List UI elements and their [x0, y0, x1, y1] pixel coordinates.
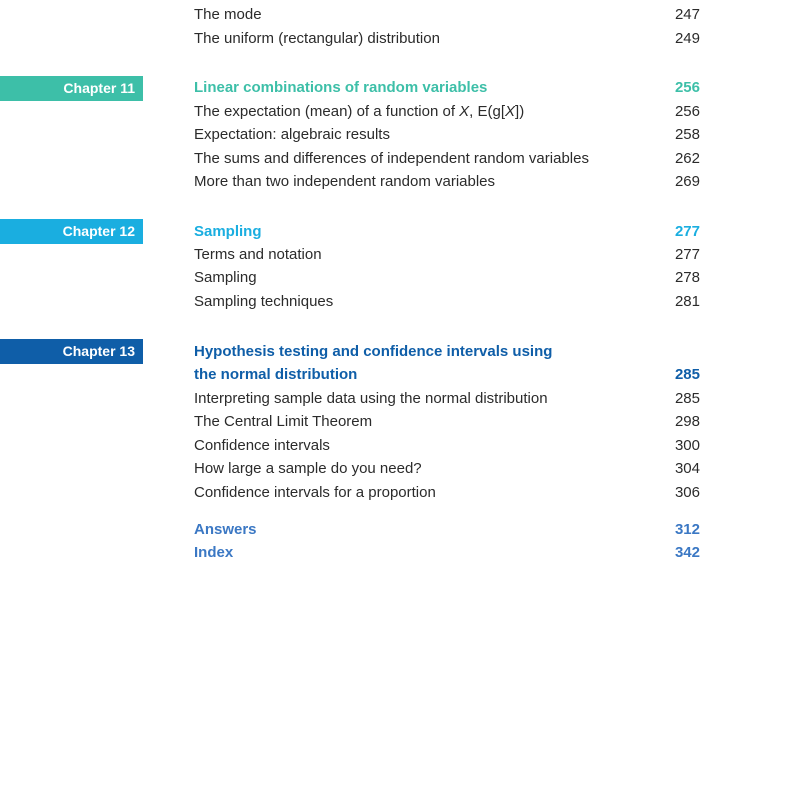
toc-entry-title-text: , E(g[	[469, 103, 506, 120]
toc-entry-title-text: ])	[515, 103, 525, 120]
chapter-12-label: Chapter 12	[0, 219, 143, 244]
toc-entry-page: 298	[674, 413, 700, 430]
toc-entry-page: 269	[674, 173, 700, 190]
chapter-12-page: 277	[674, 223, 700, 240]
toc-entry-title: Interpreting sample data using the normal distribution	[194, 390, 548, 407]
toc-entry	[194, 149, 700, 169]
chapter-13-label: Chapter 13	[0, 339, 143, 364]
toc-entry-title: The sums and differences of independent random variables	[194, 150, 589, 167]
chapter-12-title: Sampling	[194, 223, 262, 240]
chapter-11-label: Chapter 11	[0, 76, 143, 101]
answers-title: Answers	[194, 521, 257, 538]
chapter-11-page: 256	[674, 79, 700, 96]
toc-entry-page: 306	[674, 484, 700, 501]
toc-entry-title: Expectation: algebraic results	[194, 126, 390, 143]
toc-entry-title: The uniform (rectangular) distribution	[194, 30, 440, 47]
toc-entry-page: 285	[674, 390, 700, 407]
index-title: Index	[194, 544, 234, 561]
toc-entry	[194, 5, 700, 25]
variable-x: X	[505, 103, 516, 120]
toc-entry	[194, 172, 700, 192]
toc-entry	[194, 459, 700, 479]
toc-entry-title: Confidence intervals	[194, 437, 330, 454]
toc-entry	[194, 483, 700, 503]
toc-entry-title: How large a sample do you need?	[194, 460, 422, 477]
chapter-13-heading-line2	[194, 365, 700, 385]
toc-entry-page: 258	[674, 126, 700, 143]
toc-entry	[194, 245, 700, 265]
chapter-12-heading	[194, 222, 700, 242]
toc-entry	[194, 268, 700, 288]
chapter-11-heading	[194, 78, 700, 98]
chapter-13-title-line1: Hypothesis testing and confidence intervals using	[194, 343, 553, 360]
toc-entry	[194, 29, 700, 49]
toc-entry-title	[194, 102, 524, 122]
toc-index	[194, 543, 700, 563]
index-page: 342	[674, 544, 700, 561]
toc-entry	[194, 412, 700, 432]
toc-entry-title: The mode	[194, 6, 262, 23]
chapter-13-title-line2: the normal distribution	[194, 366, 358, 383]
toc-entry-page: 281	[674, 293, 700, 310]
toc-entry-page: 304	[674, 460, 700, 477]
variable-x: X	[459, 103, 470, 120]
toc-entry-page: 300	[674, 437, 700, 454]
toc-entry-title: Confidence intervals for a proportion	[194, 484, 436, 501]
toc-entry	[194, 102, 700, 122]
toc-entry-title: Sampling techniques	[194, 293, 334, 310]
toc-entry-title: Sampling	[194, 269, 257, 286]
toc-entry	[194, 436, 700, 456]
toc-entry	[194, 292, 700, 312]
toc-answers	[194, 520, 700, 540]
toc-entry-page: 249	[674, 30, 700, 47]
toc-entry-page: 277	[674, 246, 700, 263]
toc-entry-title-text: The expectation (mean) of a function of	[194, 103, 460, 120]
chapter-11-title: Linear combinations of random variables	[194, 79, 488, 96]
chapter-13-heading-line1	[194, 342, 700, 362]
toc-entry-page: 278	[674, 269, 700, 286]
toc-entry-title: Terms and notation	[194, 246, 322, 263]
toc-entry-page: 262	[674, 150, 700, 167]
chapter-13-page: 285	[674, 366, 700, 383]
toc-entry-page: 256	[674, 103, 700, 120]
toc-entry	[194, 389, 700, 409]
answers-page: 312	[674, 521, 700, 538]
toc-entry-page: 247	[674, 6, 700, 23]
toc-entry-title: The Central Limit Theorem	[194, 413, 373, 430]
toc-entry	[194, 125, 700, 145]
toc-entry-title: More than two independent random variables	[194, 173, 496, 190]
